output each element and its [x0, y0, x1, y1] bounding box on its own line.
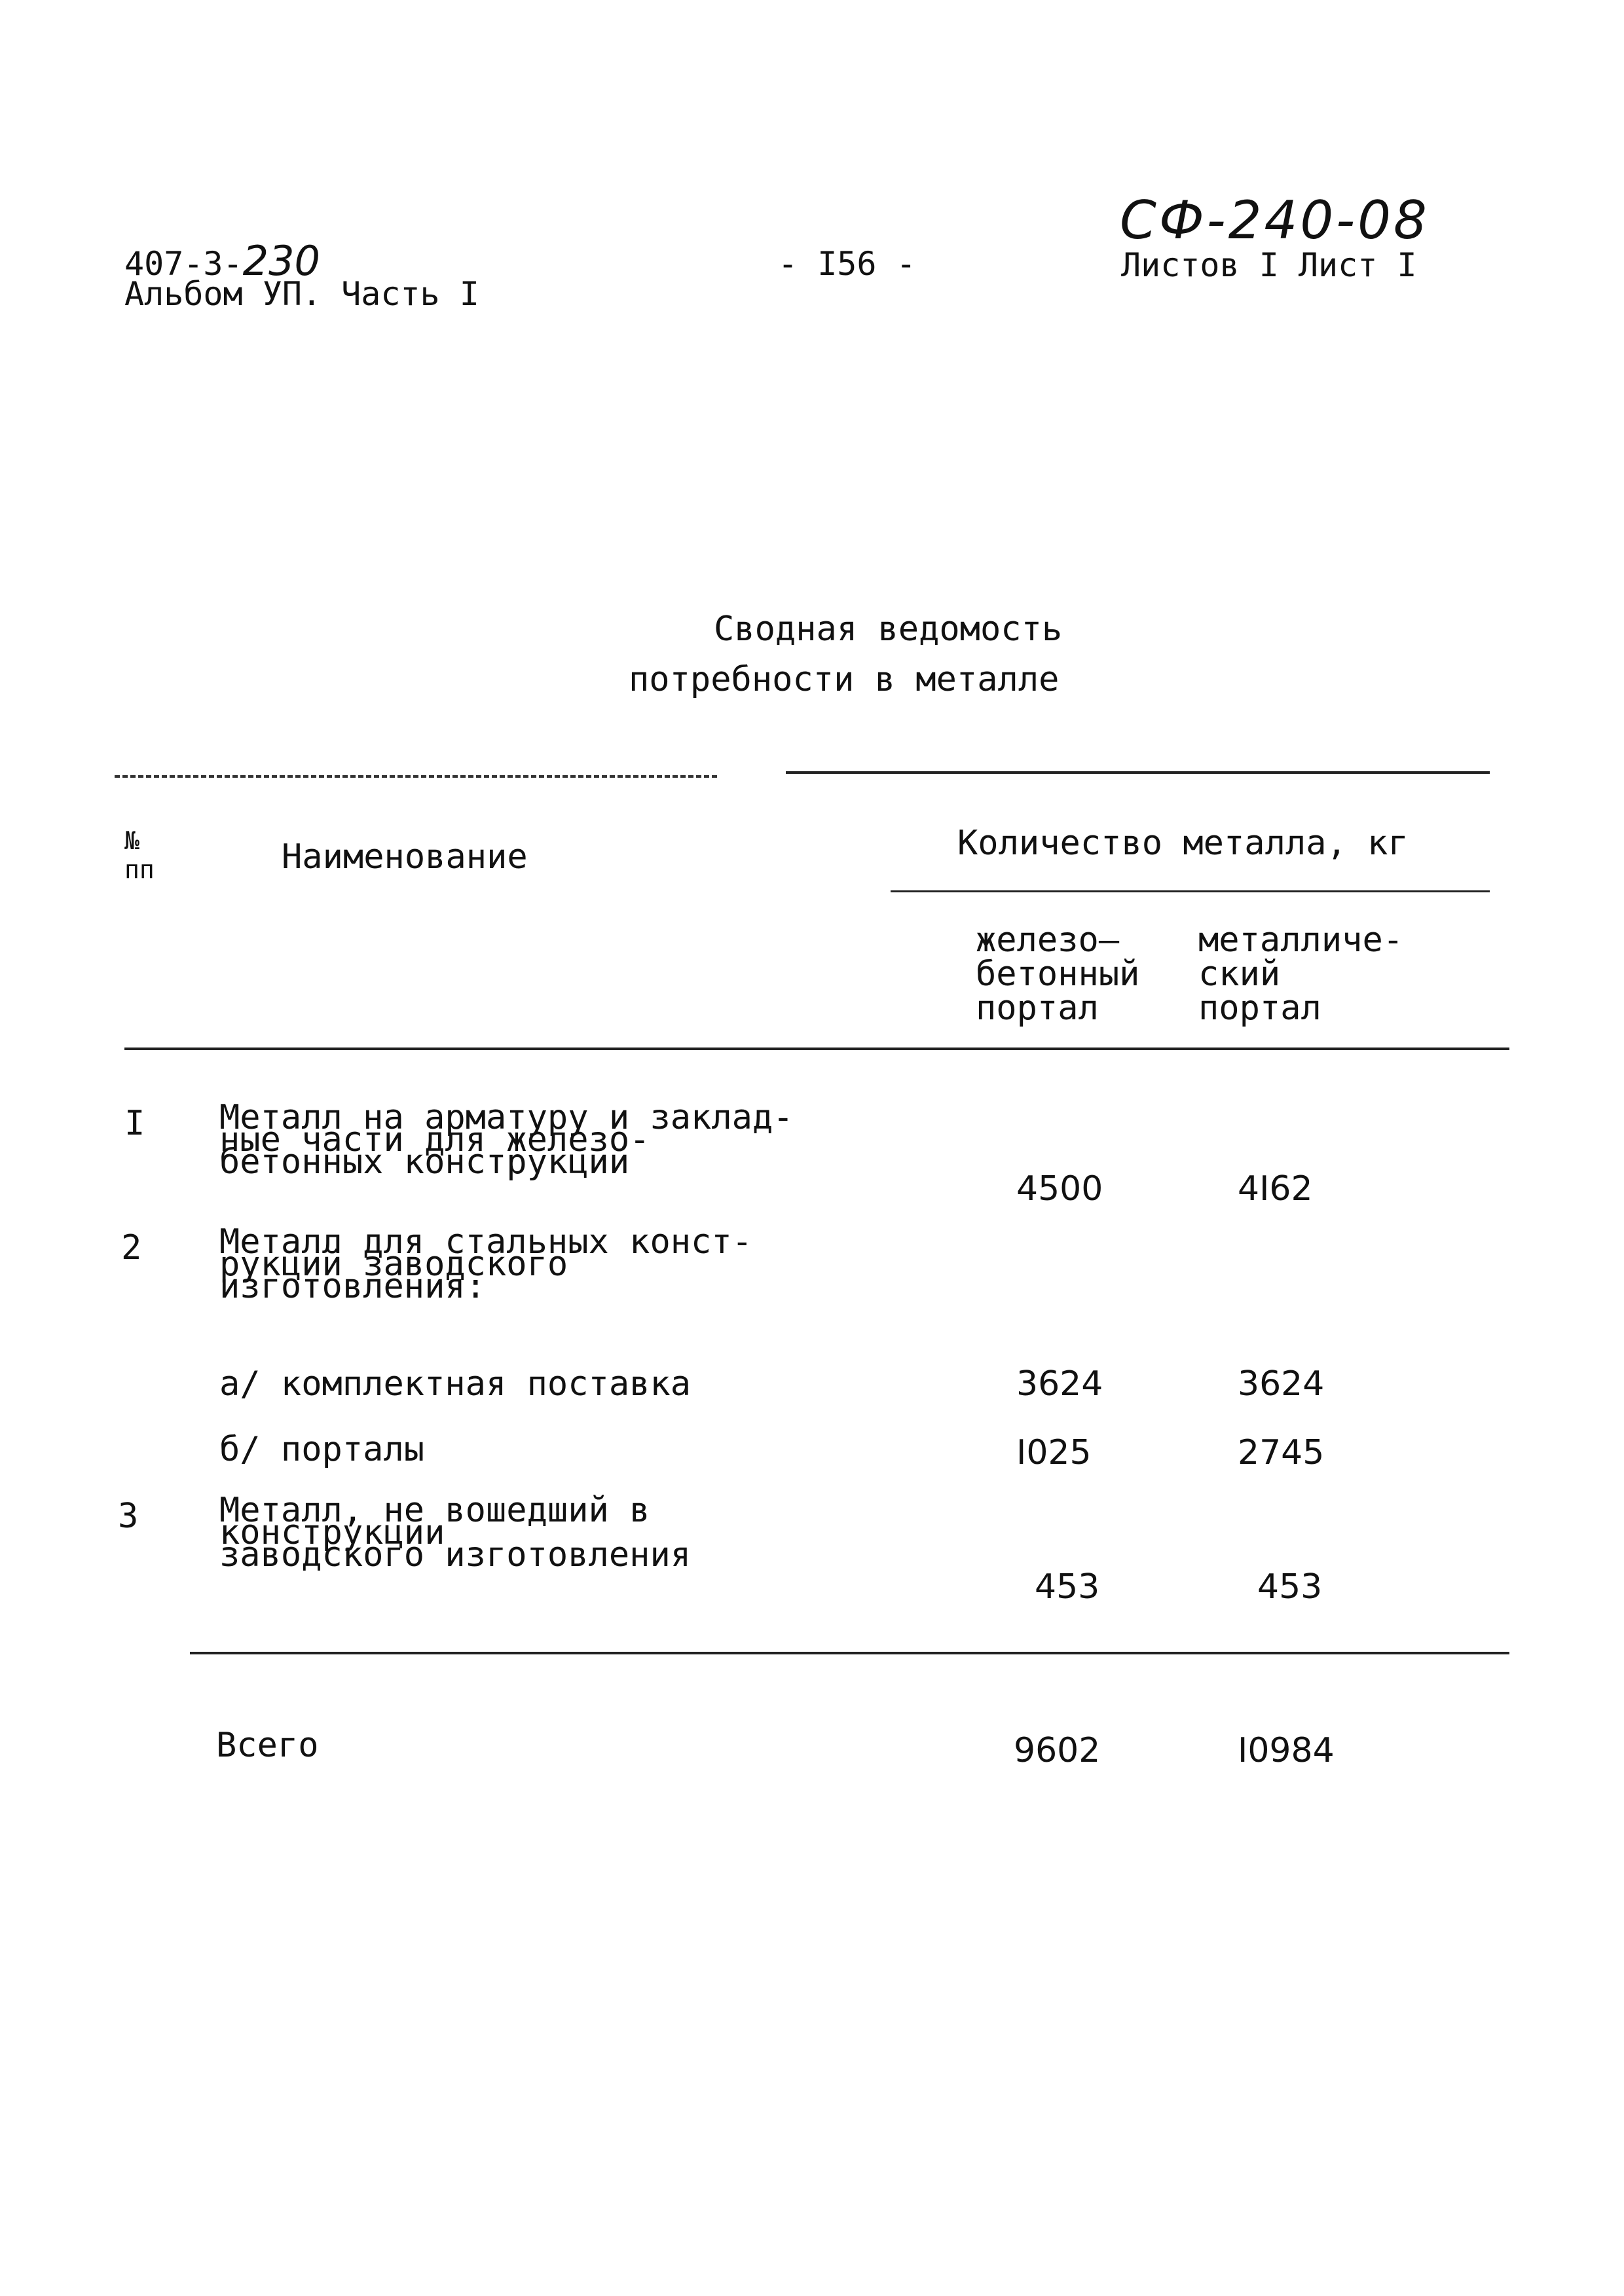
table-bottom-rule	[190, 1652, 1509, 1654]
table-top-rule	[786, 771, 1490, 774]
column-header-number: № пп	[124, 826, 155, 884]
column-header-metal-portal: металличе- ский портал	[1198, 920, 1404, 1028]
row-2a-rc-value: 3624	[1016, 1364, 1103, 1404]
column-header-quantity: Количество металла, кг	[957, 824, 1409, 863]
row-2-number: 2	[121, 1228, 142, 1267]
header-bottom-rule	[124, 1048, 1509, 1050]
row-3-name: Металл, не вошедший в конструкции заводского изготовления	[219, 1491, 692, 1575]
row-3-metal-value: 453	[1257, 1567, 1323, 1607]
page-number: - I56 -	[778, 245, 916, 283]
row-1-metal-value: 4I62	[1238, 1169, 1313, 1209]
total-label: Всего	[216, 1726, 319, 1765]
total-rc-value: 9602	[1014, 1731, 1101, 1770]
document-code-prefix: 407-3-	[124, 245, 243, 283]
document-code-handwritten: 230	[242, 237, 320, 285]
row-1-name: Металл на арматуру и заклад- ные части для железо- бетонных конструкций	[219, 1098, 794, 1182]
sheet-count: Листов I Лист I	[1121, 246, 1417, 284]
row-1-rc-value: 4500	[1016, 1169, 1103, 1209]
title-line-2: потребности в металле	[629, 660, 1060, 699]
row-2a-name: а/ комплектная поставка	[219, 1364, 692, 1404]
quantity-header-rule	[891, 890, 1490, 892]
row-1-number: I	[124, 1104, 145, 1143]
row-2-name: Металл для стальных конст- рукций заводского изготовления:	[219, 1222, 752, 1306]
row-2b-rc-value: I025	[1016, 1433, 1092, 1472]
sheet-code-handwritten: СФ-240-08	[1120, 190, 1430, 251]
row-2a-metal-value: 3624	[1238, 1364, 1325, 1404]
row-2b-name: б/ порталы	[219, 1430, 425, 1469]
row-2b-metal-value: 2745	[1238, 1433, 1325, 1472]
row-3-rc-value: 453	[1035, 1567, 1100, 1607]
column-header-rc-portal: железо– бетонный портал	[976, 920, 1140, 1028]
row-3-number: 3	[118, 1497, 139, 1536]
table-top-rule-dashed	[115, 775, 717, 778]
column-header-name: Наименование	[282, 837, 528, 877]
title-line-1: Сводная ведомость	[714, 610, 1063, 649]
total-metal-value: I0984	[1238, 1731, 1335, 1770]
album-label: Альбом УП. Часть I	[124, 275, 479, 313]
